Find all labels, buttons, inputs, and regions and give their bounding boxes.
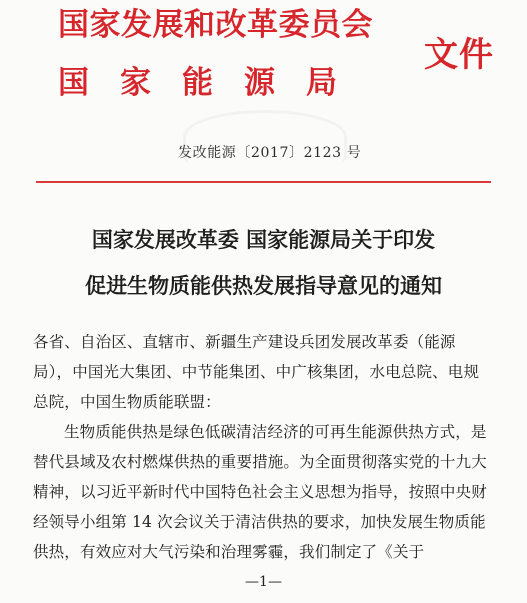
agency-name-line-1: 国家发展和改革委员会	[58, 7, 373, 43]
document-number: 发改能源〔2017〕2123 号	[178, 145, 362, 161]
red-divider	[36, 181, 491, 183]
intro-paragraph: 生物质能供热是绿色低碳清洁经济的可再生能源供热方式，是替代县域及农村燃煤供热的重要措施。为全面贯彻落实党的十九大精神，以习近平新时代中国特色社会主义思想为指导，按照中央财经领导小组第 14 次会议关于清洁供热的要求，加快发展生物质能供热，有效应对大气污染和治理雾霾，我们制定了《关于	[33, 423, 487, 561]
page-number: —1—	[245, 574, 282, 590]
agency-name-line-2: 国家能源局	[58, 65, 368, 101]
document-body	[33, 327, 494, 567]
title-line-1: 国家发展改革委 国家能源局关于印发	[91, 228, 436, 252]
notice-title	[0, 218, 527, 308]
title-line-2: 促进生物质能供热发展指导意见的通知	[85, 274, 442, 298]
document-suffix: 文件	[424, 35, 494, 75]
recipient-paragraph: 各省、自治区、直辖市、新疆生产建设兵团发展改革委（能源局），中国光大集团、中节能集团、中广核集团，水电总院、电规总院，中国生物质能联盟：	[33, 333, 480, 411]
